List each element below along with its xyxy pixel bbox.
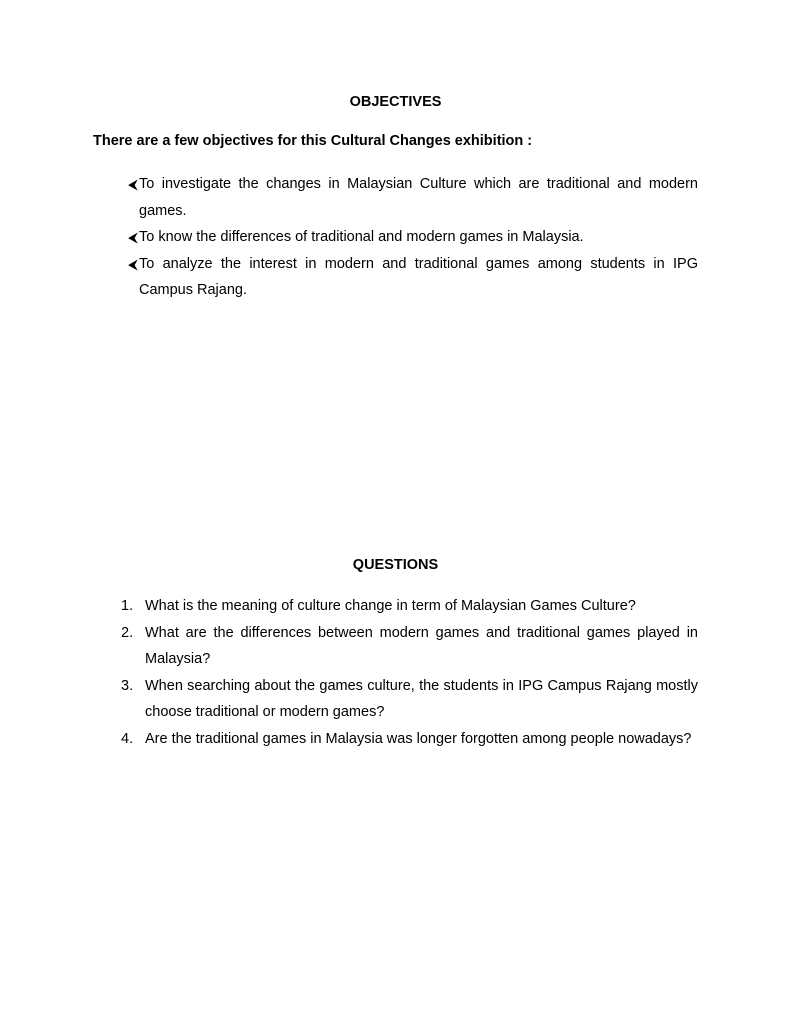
question-text: What are the differences between modern games and traditional games played in Malaysia? [145,624,698,667]
objectives-list [128,171,698,304]
objective-text: To know the differences of traditional and modern games in Malaysia. [139,229,584,245]
question-text: Are the traditional games in Malaysia was longer forgotten among people nowadays? [145,730,692,747]
question-text: What is the meaning of culture change in term of Malaysian Games Culture? [145,598,636,614]
question-number: 4. [121,730,134,747]
question-number: 1. [121,598,134,614]
questions-list [121,593,698,752]
question-number: 3. [121,677,134,694]
objective-text: To investigate the changes in Malaysian Culture which are traditional and modern games. [139,176,698,219]
arrowhead-bullet-icon: ⮜ [128,255,138,272]
objective-item [128,171,698,224]
objective-text: To analyze the interest in modern and traditional games among students in IPG Campus Rajang. [139,255,698,298]
arrowhead-bullet-icon: ⮜ [128,176,138,192]
arrowhead-bullet-icon: ⮜ [128,229,138,245]
questions-heading: QUESTIONS [352,557,439,573]
objective-item [128,224,698,251]
question-text: When searching about the games culture, the students in IPG Campus Rajang mostly choose traditional or modern games? [145,677,698,720]
question-item [121,726,698,753]
objectives-intro: There are a few objectives for this Cultural Changes exhibition : [93,133,533,149]
objectives-heading: OBJECTIVES [349,94,442,110]
objective-item [128,251,698,304]
question-item [121,673,698,726]
question-number: 2. [121,624,134,641]
question-item [121,593,698,620]
question-item [121,620,698,673]
